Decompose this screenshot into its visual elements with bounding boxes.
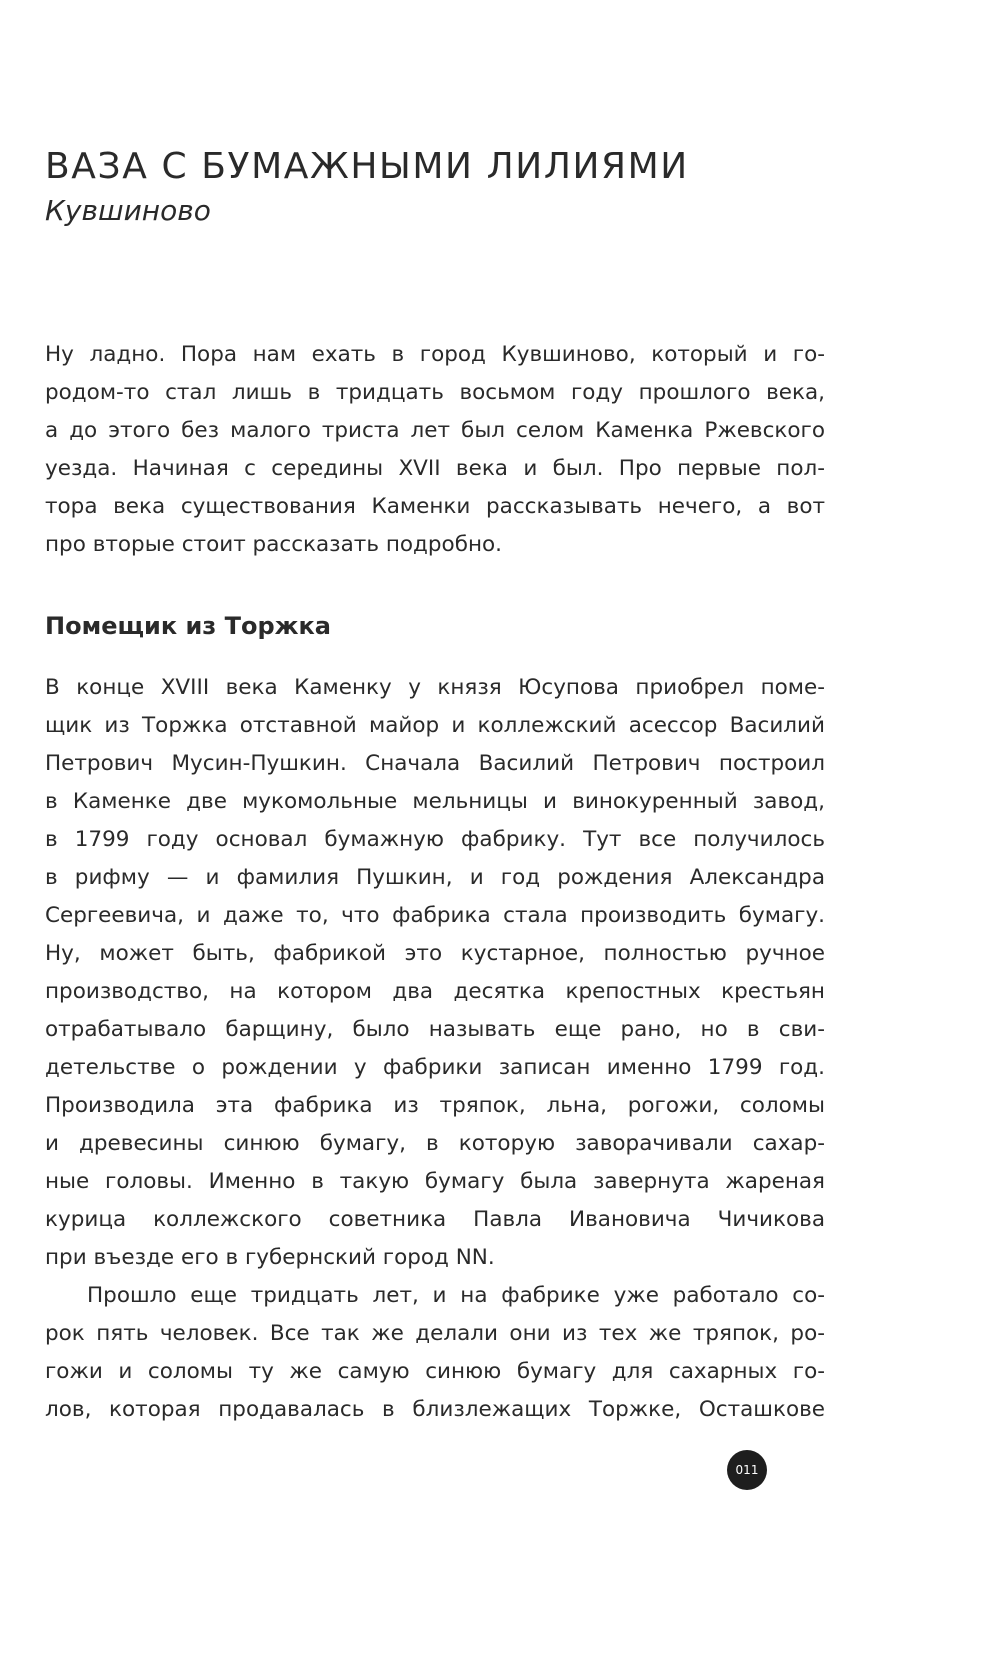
text-line: Ну, может быть, фабрикой это кустарное, полностью ручное [45,941,825,966]
text-line: В конце XVIII века Каменку у князя Юсупова приобрел поме- [45,675,825,700]
text-line: производство, на котором два десятка крепостных крестьян [45,979,825,1004]
text-line: при въезде его в губернский город NN. [45,1245,495,1270]
text-line: Прошло еще тридцать лет, и на фабрике уже работало со- [87,1283,825,1308]
text-line: детельстве о рождении у фабрики записан именно 1799 год. [45,1055,825,1080]
page-number-badge: 011 [727,1450,767,1490]
text-line: курица коллежского советника Павла Ивановича Чичикова [45,1207,825,1232]
text-line: Производила эта фабрика из тряпок, льна, рогожи, соломы [45,1093,825,1118]
section-heading: Помещик из Торжка [45,612,331,640]
chapter-subtitle: Кувшиново [45,194,211,227]
text-line: и древесины синюю бумагу, в которую заворачивали сахар- [45,1131,825,1156]
section-paragraph-1 [45,669,825,1277]
text-line: щик из Торжка отставной майор и коллежский асессор Василий [45,713,825,738]
text-line: в рифму — и фамилия Пушкин, и год рождения Александра [45,865,825,890]
text-line: ные головы. Именно в такую бумагу была завернута жареная [45,1169,825,1194]
text-line: тора века существования Каменки рассказывать нечего, а вот [45,494,825,519]
text-line: родом-то стал лишь в тридцать восьмом году прошлого века, [45,380,825,405]
chapter-title: ВАЗА С БУМАЖНЫМИ ЛИЛИЯМИ [45,146,689,187]
text-line: Ну ладно. Пора нам ехать в город Кувшиново, который и го- [45,342,825,367]
text-line: уезда. Начиная с середины XVII века и был. Про первые пол- [45,456,825,481]
text-line: гожи и соломы ту же самую синюю бумагу для сахарных го- [45,1359,825,1384]
section-paragraph-2 [45,1277,825,1429]
text-line: Петрович Мусин-Пушкин. Сначала Василий Петрович построил [45,751,825,776]
text-line: рок пять человек. Все так же делали они из тех же тряпок, ро- [45,1321,825,1346]
intro-paragraph [45,336,825,564]
text-line: лов, которая продавалась в близлежащих Торжке, Осташкове [45,1397,825,1422]
text-line: Сергеевича, и даже то, что фабрика стала производить бумагу. [45,903,825,928]
text-line: в Каменке две мукомольные мельницы и винокуренный завод, [45,789,825,814]
text-line: в 1799 году основал бумажную фабрику. Тут все получилось [45,827,825,852]
text-line: про вторые стоит рассказать подробно. [45,532,503,557]
text-line: отрабатывало барщину, было называть еще рано, но в сви- [45,1017,825,1042]
text-line: а до этого без малого триста лет был селом Каменка Ржевского [45,418,825,443]
